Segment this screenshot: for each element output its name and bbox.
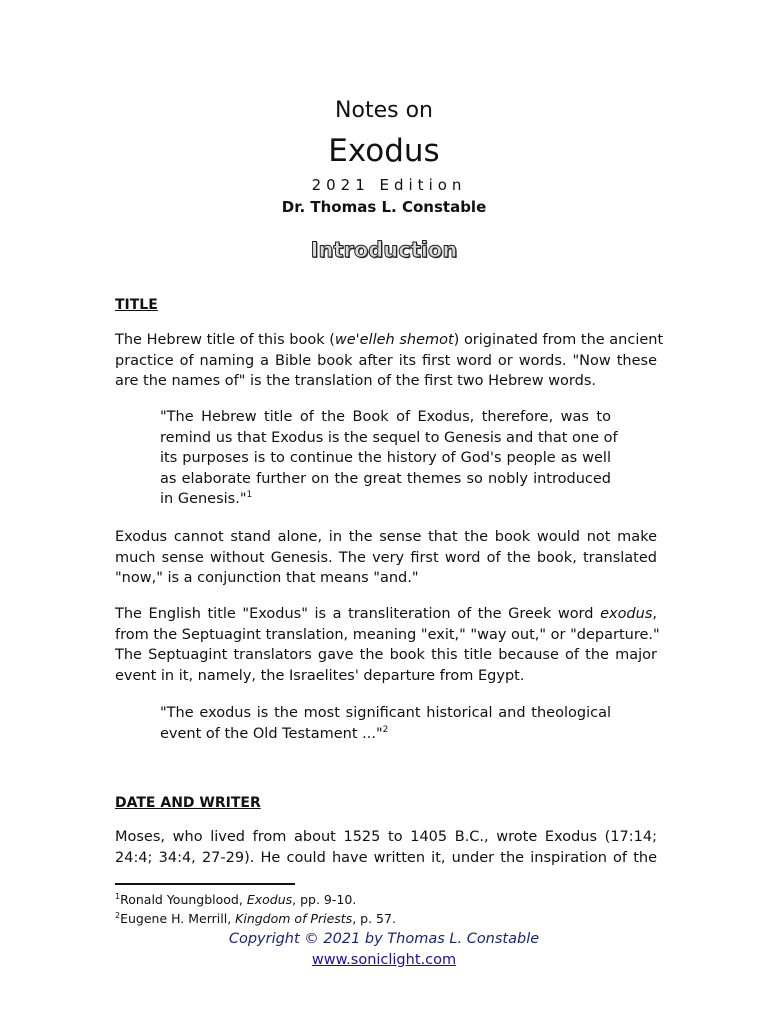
paragraph-english-title (115, 604, 660, 686)
text-line: in Genesis."$^1$ (160, 490, 253, 508)
heading-title: TITLE (115, 297, 158, 313)
text-line: from the Septuagint translation, meaning "exit," "way out," or "departure." (115, 626, 660, 643)
paragraph-hebrew-title (115, 330, 664, 392)
website-link[interactable]: www.soniclight.com (311, 952, 457, 968)
website-link-row (0, 950, 768, 970)
footnote-2: $^2$Eugene H. Merrill, Kingdom of Priests, p. 57. (115, 910, 396, 926)
footnote-1: $^1$Ronald Youngblood, Exodus, pp. 9-10. (115, 891, 357, 907)
text-line: The English title "Exodus" is a transliteration of the Greek word exodus, (115, 606, 657, 622)
block-quote-exodus (160, 703, 611, 744)
text-line: remind us that Exodus is the sequel to Genesis and that one of (160, 429, 618, 446)
text-line: Exodus cannot stand alone, in the sense that the book would not make (115, 529, 657, 545)
book-title: Exodus (328, 133, 440, 169)
text-line: Moses, who lived from about 1525 to 1405 B.C., wrote Exodus (17:14; (115, 829, 657, 845)
text-line: "The Hebrew title of the Book of Exodus, therefore, was to (160, 409, 611, 425)
text-line: as elaborate further on the great themes so nobly introduced (160, 470, 611, 487)
text-line: "The exodus is the most significant historical and theological (160, 705, 611, 721)
text-line: event in it, namely, the Israelites' departure from Egypt. (115, 667, 525, 684)
copyright-notice: Copyright © 2021 by Thomas L. Constable (228, 931, 540, 947)
block-quote-hebrew-title (160, 407, 618, 510)
paragraph-genesis (115, 527, 657, 589)
footnote-ref[interactable]: 2 (382, 724, 389, 735)
text-line: much sense without Genesis. The very first word of the book, translated (115, 549, 657, 566)
text-line: 24:4; 34:4, 27-29). He could have written it, under the inspiration of the (115, 849, 657, 866)
text-line: The Septuagint translators gave the book this title because of the major (115, 647, 657, 664)
text-line: event of the Old Testament ..."$^2$ (160, 724, 389, 742)
section-title-introduction: Introduction (310, 238, 458, 262)
text-line: its purposes is to continue the history of God's people as well (160, 450, 611, 467)
author-name: Dr. Thomas L. Constable (281, 198, 487, 216)
text-line: "now," is a conjunction that means "and." (115, 570, 419, 587)
text-line: practice of naming a Bible book after its first word or words. "Now these (115, 352, 657, 369)
text-line: are the names of" is the translation of the first two Hebrew words. (115, 373, 596, 390)
notes-on-label: Notes on (335, 98, 433, 123)
text-line: The Hebrew title of this book (we'elleh shemot) originated from the ancient (115, 332, 664, 348)
edition-label: 2021 Edition (311, 176, 467, 194)
footnote-divider (115, 883, 295, 885)
heading-date-and-writer: DATE AND WRITER (115, 795, 261, 811)
footnote-ref[interactable]: 1 (246, 490, 253, 501)
paragraph-moses (115, 827, 657, 868)
